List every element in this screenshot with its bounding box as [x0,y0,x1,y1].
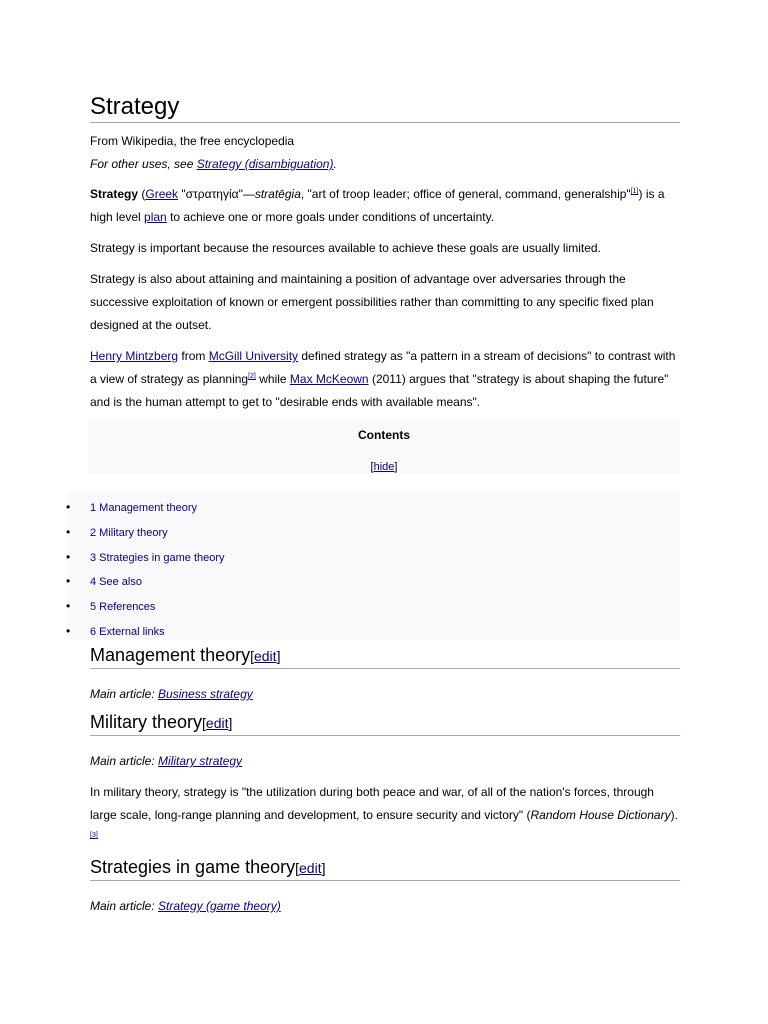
intro-paragraph-3 [90,268,680,337]
bullet-icon: • [66,623,71,638]
toc-toggle-close: ] [394,461,398,473]
plan-link[interactable]: plan [144,210,167,224]
disambiguation-link[interactable]: Strategy (disambiguation) [196,157,334,171]
section-heading-game-theory [90,855,680,881]
etymology-text: , "art of troop leader; office of general, command, generalship" [300,187,631,201]
page-title: Strategy [90,92,680,123]
hatnote-suffix: . [333,157,337,171]
section-game-theory [90,855,680,881]
reference-2-link[interactable]: [2] [248,373,256,380]
section-heading-military [90,710,680,736]
reference-1-link[interactable]: [1] [630,188,639,195]
section-military [90,710,680,736]
intro-text-end: to achieve one or more goals under conditions of uncertainty. [166,210,495,224]
hatnote-prefix: For other uses, see [90,157,197,171]
edit-bracket-close: ] [276,648,281,664]
intro-paragraph-1 [90,183,680,229]
military-text-end: ). [670,808,678,822]
section-heading-text: Management theory [90,645,251,665]
main-article-game-theory [90,898,680,914]
paren-open: ( [138,187,146,201]
toc-item-management-theory[interactable]: 1 Management theory [90,502,198,514]
term-bold: Strategy [90,187,139,201]
toc-item-military-theory[interactable]: 2 Military theory [90,526,168,539]
toc-toggle [88,461,680,473]
edit-bracket-close: ] [228,715,233,731]
bullet-icon: • [66,524,71,539]
intro-paragraph-2 [90,237,680,260]
greek-link[interactable]: Greek [145,187,179,201]
section-heading-text: Military theory [90,712,203,732]
mcgill-link[interactable]: McGill University [208,349,299,363]
bullet-icon: • [66,599,71,614]
text-while: while [255,372,290,386]
transliteration: stratēgia [254,187,301,201]
hatnote [90,156,680,172]
main-article-management [90,686,680,702]
military-strategy-link[interactable]: Military strategy [158,754,243,768]
toc-title: Contents [358,428,410,442]
military-text: In military theory, strategy is "the utilization during both peace and war, of all of the nation's forces, through large scale, long-range planning and development, to ensure security and victory" ( [90,785,654,822]
site-tagline: From Wikipedia, the free encyclopedia [90,134,295,148]
toc-toggle-open: [ [370,461,374,473]
random-house-title: Random House Dictionary [530,808,671,822]
edit-bracket-open: [ [250,648,254,664]
toc-header [88,419,680,474]
main-article-prefix: Main article: [90,687,159,701]
bullet-icon: • [66,549,71,564]
toc-item-references[interactable]: 5 References [90,601,156,614]
text-from: from [178,349,209,363]
section-heading-management [90,643,680,669]
article-header [90,92,680,172]
edit-management-link[interactable]: edit [253,648,277,664]
intro-paragraph-2-text: Strategy is important because the resources available to achieve these goals are usually limited. [90,241,601,255]
section-management [90,643,680,669]
toc-item-game-theory[interactable]: 3 Strategies in game theory [90,551,225,564]
intro-paragraph-4 [90,345,680,414]
toc-item-external-links[interactable]: 6 External links [90,625,165,638]
military-paragraph [90,781,680,850]
toc-hide-link[interactable]: hide [373,461,395,473]
mintzberg-link[interactable]: Henry Mintzberg [90,349,179,363]
bullet-icon: • [66,574,71,589]
main-article-military [90,753,680,769]
edit-game-theory-link[interactable]: edit [299,860,322,876]
edit-bracket-open: [ [295,860,300,876]
toc-item-see-also[interactable]: 4 See also [90,576,142,589]
game-theory-strategy-link[interactable]: Strategy (game theory) [158,899,281,913]
business-strategy-link[interactable]: Business strategy [158,687,253,701]
reference-3-link[interactable]: [3] [90,832,98,839]
main-article-prefix: Main article: [90,754,159,768]
section-heading-text: Strategies in game theory [90,857,296,877]
edit-bracket-close: ] [321,860,326,876]
bullet-icon: • [66,500,71,514]
definition-text: defined strategy as "a pattern in a stream of decisions" to contrast with a view of strategy as planning [90,349,676,386]
intro-paragraph-3-text: Strategy is also about attaining and maintaining a position of advantage over adversaries through the successive exploitation of known or emergent possibilities rather than committing to any specific fixed plan designed at the outset. [90,272,654,332]
edit-military-link[interactable]: edit [205,715,229,731]
main-article-prefix: Main article: [90,899,159,913]
greek-text: "στρατηγία"— [178,187,255,201]
edit-bracket-open: [ [202,715,206,731]
intro-text-mid: ) is a high level [90,187,665,224]
mckeown-quote: (2011) argues that "strategy is about shaping the future" and is the human attempt to get to "desirable ends with available means". [90,372,669,409]
mckeown-link[interactable]: Max McKeown [289,372,369,386]
